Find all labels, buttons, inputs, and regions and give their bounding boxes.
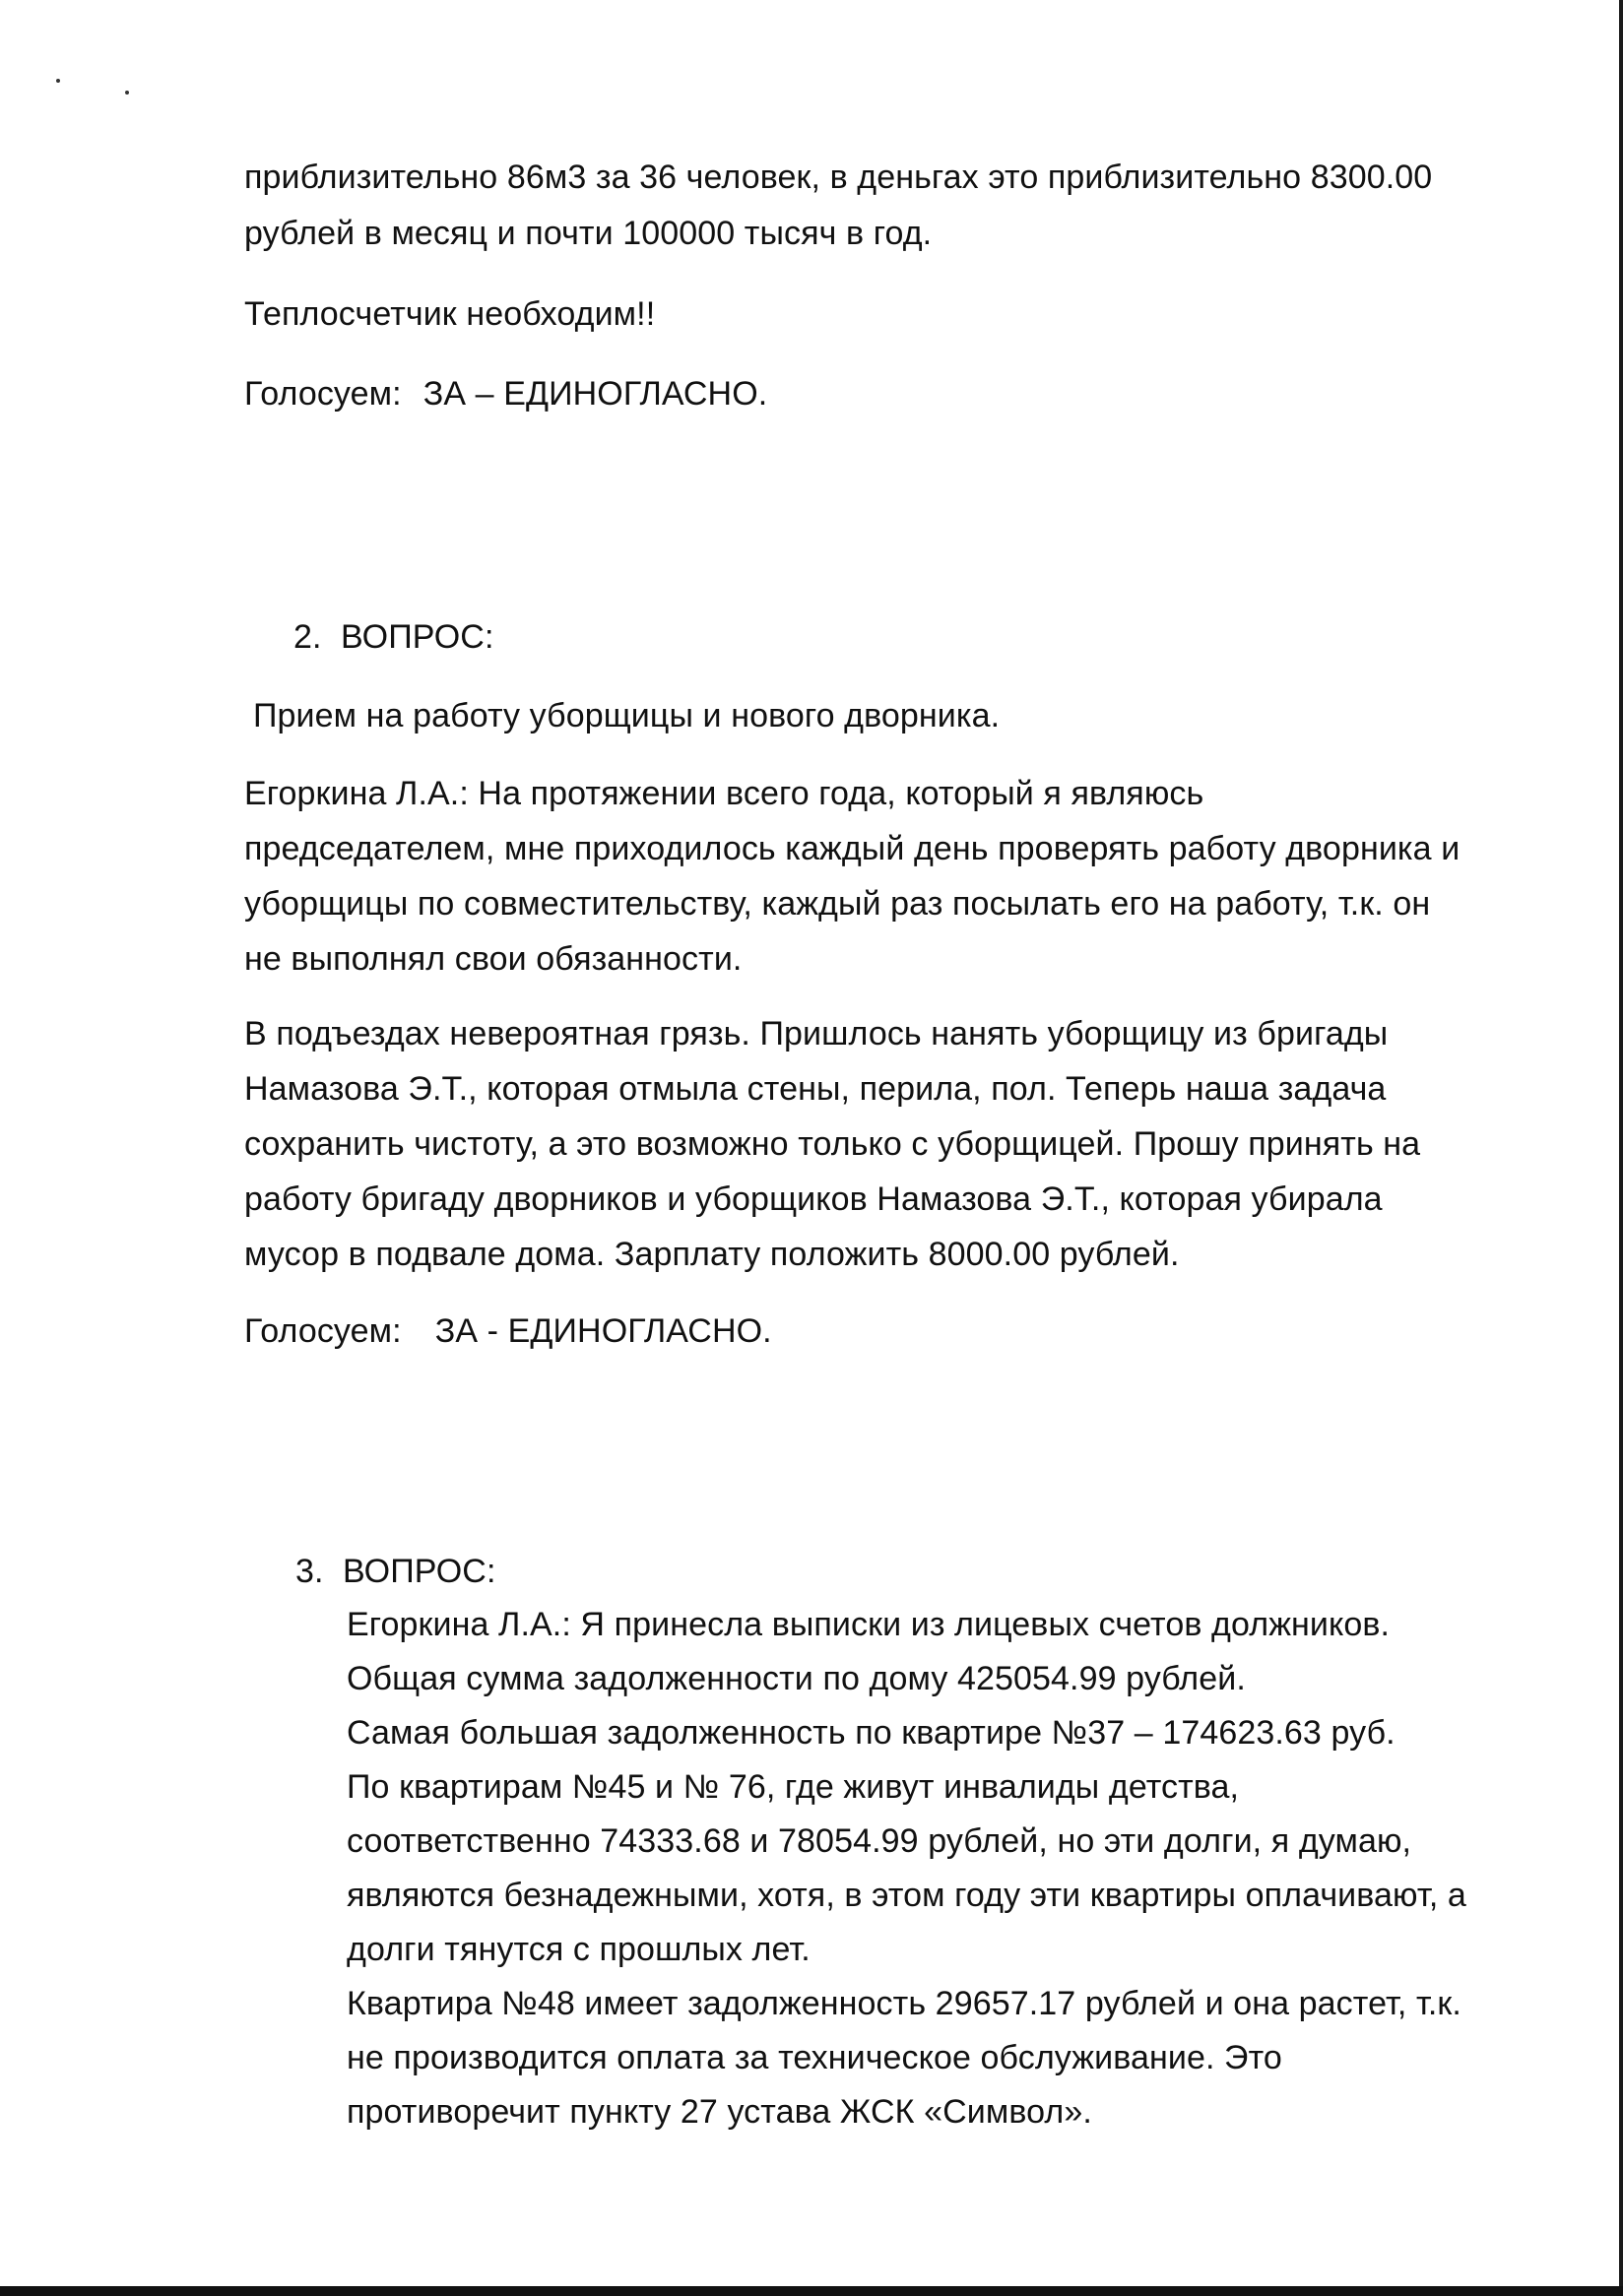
q2-para1-line: уборщицы по совместительству, каждый раз посылать его на работу, т.к. он bbox=[244, 885, 1431, 923]
q3-line: Егоркина Л.А.: Я принесла выписки из лицевых счетов должников. bbox=[347, 1606, 1391, 1643]
question-label: ВОПРОС: bbox=[341, 618, 494, 656]
question-label: ВОПРОС: bbox=[343, 1553, 496, 1590]
scan-edge-right bbox=[1619, 0, 1623, 2296]
vote-line-1 bbox=[244, 374, 767, 414]
question-2-heading bbox=[293, 617, 494, 657]
q3-line: долги тянутся с прошлых лет. bbox=[347, 1931, 811, 1968]
q2-para2-line: работу бригаду дворников и уборщиков Намазова Э.Т., которая убирала bbox=[244, 1180, 1383, 1218]
vote-label: Голосуем: bbox=[244, 1312, 402, 1350]
question-number: 3. bbox=[295, 1553, 324, 1590]
intro-line-1: приблизительно 86м3 за 36 человек, в деньгах это приблизительно 8300.00 bbox=[244, 159, 1433, 196]
q3-line: По квартирам №45 и № 76, где живут инвалиды детства, bbox=[347, 1768, 1240, 1806]
vote-line-2 bbox=[244, 1311, 772, 1351]
scan-edge-bottom bbox=[0, 2286, 1623, 2296]
q2-para1-line: не выполнял свои обязанности. bbox=[244, 940, 743, 978]
question-3-heading bbox=[295, 1552, 496, 1591]
q3-line: Квартира №48 имеет задолженность 29657.17 рублей и она растет, т.к. bbox=[347, 1985, 1461, 2022]
vote-result: ЗА – ЕДИНОГЛАСНО. bbox=[422, 375, 768, 413]
q3-line: не производится оплата за техническое обслуживание. Это bbox=[347, 2039, 1282, 2076]
question-number: 2. bbox=[293, 618, 322, 656]
q2-para2-line: сохранить чистоту, а это возможно только с уборщицей. Прошу принять на bbox=[244, 1125, 1421, 1163]
q3-line: соответственно 74333.68 и 78054.99 рублей, но эти долги, я думаю, bbox=[347, 1822, 1412, 1860]
q2-para2-line: Намазова Э.Т., которая отмыла стены, перила, пол. Теперь наша задача bbox=[244, 1070, 1387, 1108]
scan-speck bbox=[56, 79, 60, 83]
q3-line: Самая большая задолженность по квартире №37 – 174623.63 руб. bbox=[347, 1714, 1396, 1752]
vote-label: Голосуем: bbox=[244, 375, 402, 413]
q3-line: Общая сумма задолженности по дому 425054.99 рублей. bbox=[347, 1660, 1246, 1697]
q2-para2-line: В подъездах невероятная грязь. Пришлось нанять уборщицу из бригады bbox=[244, 1015, 1389, 1052]
q3-line: являются безнадежными, хотя, в этом году эти квартиры оплачивают, а bbox=[347, 1877, 1466, 1914]
question-2-subject: Прием на работу уборщицы и нового дворника. bbox=[253, 697, 1001, 734]
heat-meter-statement: Теплосчетчик необходим!! bbox=[244, 295, 656, 333]
q2-para1-line: Егоркина Л.А.: На протяжении всего года, который я являюсь bbox=[244, 775, 1204, 812]
vote-result: ЗА - ЕДИНОГЛАСНО. bbox=[434, 1312, 772, 1350]
q3-line: противоречит пункту 27 устава ЖСК «Символ». bbox=[347, 2093, 1092, 2131]
q2-para2-line: мусор в подвале дома. Зарплату положить 8000.00 рублей. bbox=[244, 1236, 1180, 1273]
scan-speck bbox=[125, 91, 129, 95]
intro-line-2: рублей в месяц и почти 100000 тысяч в год. bbox=[244, 215, 933, 252]
q2-para1-line: председателем, мне приходилось каждый день проверять работу дворника и bbox=[244, 830, 1461, 867]
